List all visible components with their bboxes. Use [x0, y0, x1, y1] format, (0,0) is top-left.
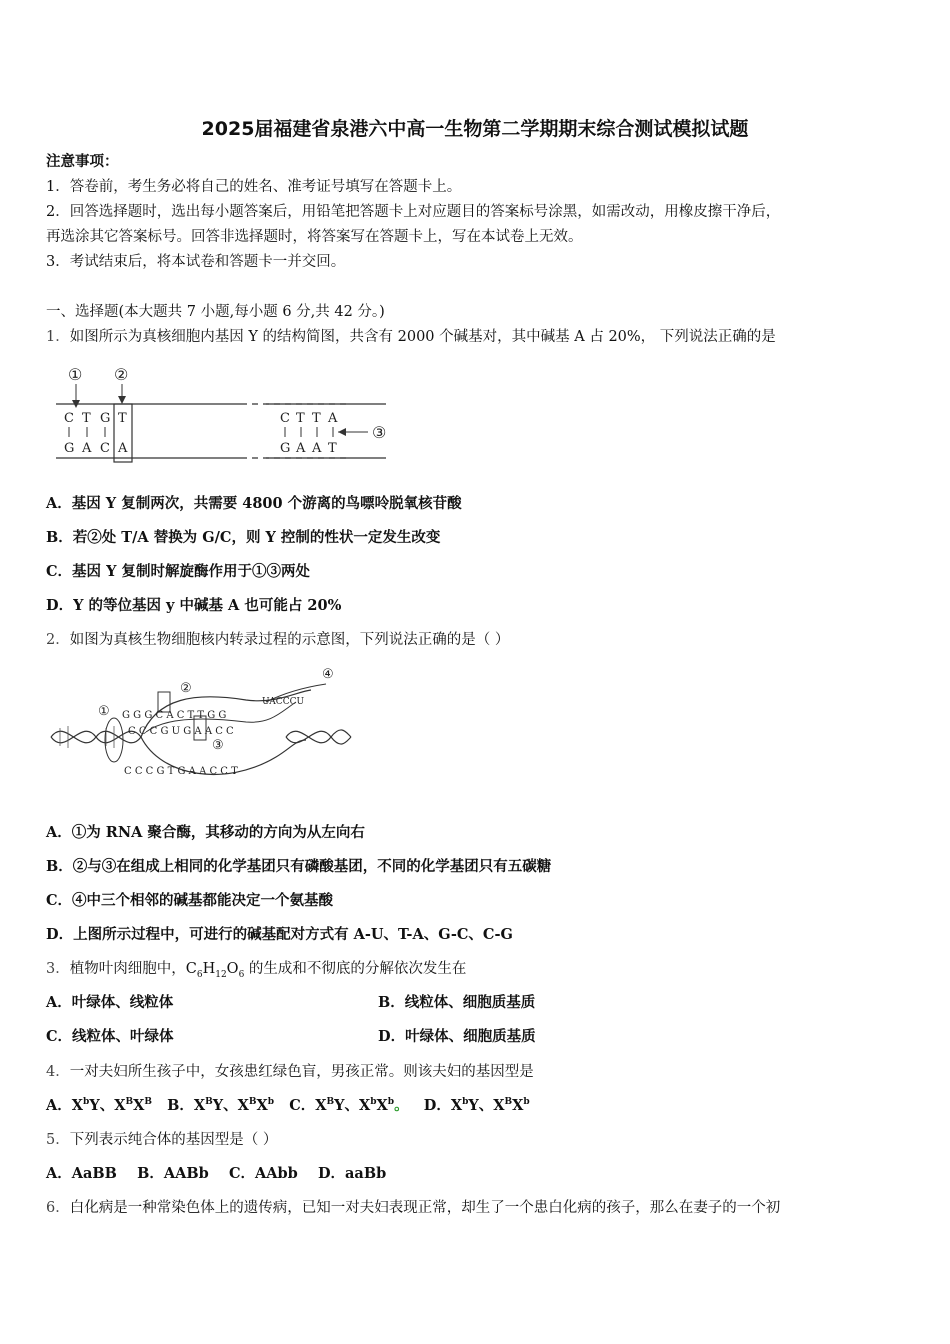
option-label: A．	[46, 1097, 72, 1114]
q1-option-c: C．基因 Y 复制时解旋酶作用于①③两处	[46, 563, 310, 580]
marker-2-box	[158, 692, 170, 712]
q2-option-c: C．④中三个相邻的碱基都能决定一个氨基酸	[46, 892, 334, 909]
question-text: 如图所示为真核细胞内基因 Y 的结构简图，共含有 2000 个碱基对，其中碱基 A 占 20%， 下列说法正确的是	[69, 329, 776, 345]
notice-item-2-cont: 再选涂其它答案标号。回答非选择题时，将答案写在答题卡上，写在本试卷上无效。	[46, 229, 583, 245]
q1-option-a: A．基因 Y 复制两次，共需要 4800 个游离的鸟嘌呤脱氧核苷酸	[46, 495, 462, 512]
gene-structure-diagram	[46, 360, 396, 470]
q2-option-b: B．②与③在组成上相同的化学基团只有磷酸基团，不同的化学基团只有五碳糖	[46, 858, 552, 875]
q2-option-a: A．①为 RNA 聚合酶，其移动的方向为从左向右	[46, 824, 365, 841]
question-number: 2．	[46, 632, 70, 648]
hydrogen-bonds-left	[69, 427, 105, 437]
question-text-part: H	[202, 961, 216, 977]
marker-4: ④	[322, 667, 334, 682]
option-label: C．	[289, 1097, 316, 1114]
top-strand-bases: G G G C A C T T G G	[122, 710, 227, 721]
base-top-4: T	[118, 411, 127, 426]
question-number: 5．	[46, 1132, 70, 1148]
marker-2-arrowhead	[118, 396, 126, 404]
option-label: D．	[423, 1097, 451, 1114]
period-mark: 。	[394, 1097, 409, 1114]
base-bottom-r1: G	[280, 441, 291, 456]
q1-option-d: D．Y 的等位基因 y 中碱基 A 也可能占 20%	[46, 597, 342, 614]
base-top-3: G	[100, 411, 111, 426]
base-top-2: T	[82, 411, 91, 426]
q4-options: A．$X^bY$、$X^BX^B$ B．$X^BY$、$X^BX^b$ C．$X^BY$、$X^bX^b$。 D．$X^bY$、$X^BX^b$	[46, 1097, 530, 1114]
option-label: B．	[167, 1097, 194, 1114]
question-4-stem	[46, 1062, 534, 1082]
section-heading: 一、选择题(本大题共 7 小题,每小题 6 分,共 42 分。)	[46, 304, 385, 320]
subscript: 6	[238, 969, 245, 980]
base-bottom-3: C	[100, 441, 110, 456]
question-2-stem	[46, 630, 509, 650]
hydrogen-bonds-right	[285, 427, 333, 437]
question-6-stem	[46, 1198, 780, 1218]
question-number: 6．	[46, 1200, 70, 1216]
rna-strand-bases: C C C G U G A A C C	[128, 726, 234, 737]
question-text: 白化病是一种常染色体上的遗传病，已知一对夫妇表现正常，却生了一个患白化病的孩子，那么在妻子的一个初	[69, 1200, 781, 1216]
question-text-part: 植物叶肉细胞中，C	[69, 961, 197, 977]
base-top-r4: A	[328, 411, 338, 426]
q3-option-c: C．线粒体、叶绿体	[46, 1028, 174, 1045]
question-text: 一对夫妇所生孩子中，女孩患红绿色盲，男孩正常。则该夫妇的基因型是	[69, 1064, 534, 1080]
base-bottom-r4: T	[328, 441, 337, 456]
page-title: 2025届福建省泉港六中高一生物第二学期期末综合测试模拟试题	[201, 118, 749, 140]
base-bottom-r2: A	[296, 441, 306, 456]
base-bottom-4: A	[118, 441, 128, 456]
question-text: 如图为真核生物细胞核内转录过程的示意图，下列说法正确的是（ ）	[69, 632, 510, 648]
question-number: 4．	[46, 1064, 70, 1080]
notice-item-2: 2．回答选择题时，选出每小题答案后，用铅笔把答题卡上对应题目的答案标号涂黑，如需改动，用橡皮擦干净后，	[46, 204, 781, 220]
base-bottom-1: G	[64, 441, 75, 456]
question-text: 下列表示纯合体的基因型是（ ）	[69, 1132, 278, 1148]
notice-heading: 注意事项：	[46, 153, 119, 170]
base-top-r3: T	[312, 411, 321, 426]
base-top-1: C	[64, 411, 74, 426]
base-top-r1: C	[280, 411, 290, 426]
marker-3: ③	[212, 738, 224, 753]
q1-option-b: B．若②处 T/A 替换为 G/C，则 Y 控制的性状一定发生改变	[46, 529, 441, 546]
question-number: 3．	[46, 961, 70, 977]
q2-option-d: D．上图所示过程中，可进行的碱基配对方式有 A-U、T-A、G-C、C-G	[46, 926, 513, 943]
q3-option-a: A．叶绿体、线粒体	[46, 994, 174, 1011]
question-3-stem	[46, 959, 466, 979]
marker-1: ①	[98, 704, 110, 719]
notice-item-3: 3．考试结束后，将本试卷和答题卡一并交回。	[46, 254, 346, 270]
transcription-diagram	[46, 662, 356, 787]
subscript: 6	[196, 969, 203, 980]
question-1-stem	[46, 327, 776, 347]
marker-3: ③	[372, 423, 387, 442]
subscript: 12	[215, 969, 227, 980]
marker-1: ①	[68, 365, 83, 384]
question-5-stem	[46, 1130, 277, 1150]
base-bottom-2: A	[82, 441, 92, 456]
base-top-r2: T	[296, 411, 305, 426]
marker-2: ②	[114, 365, 129, 384]
notice-item-1: 1．答卷前，考生务必将自己的姓名、准考证号填写在答题卡上。	[46, 179, 462, 195]
base-bottom-r3: A	[312, 441, 322, 456]
q5-options: A．AaBB B．AABb C．AAbb D．aaBb	[46, 1165, 387, 1182]
question-text-part: 的生成和不彻底的分解依次发生在	[244, 961, 467, 977]
q3-option-b: B．线粒体、细胞质基质	[378, 994, 536, 1011]
rna-tail-bases: UACCCU	[262, 697, 305, 707]
q3-option-d: D．叶绿体、细胞质基质	[378, 1028, 536, 1045]
marker-2: ②	[180, 681, 192, 696]
marker-3-arrowhead	[338, 428, 346, 436]
bottom-strand-bases: C C C G T G A A C C T	[124, 766, 238, 777]
question-number: 1．	[46, 329, 70, 345]
question-text-part: O	[226, 961, 239, 977]
